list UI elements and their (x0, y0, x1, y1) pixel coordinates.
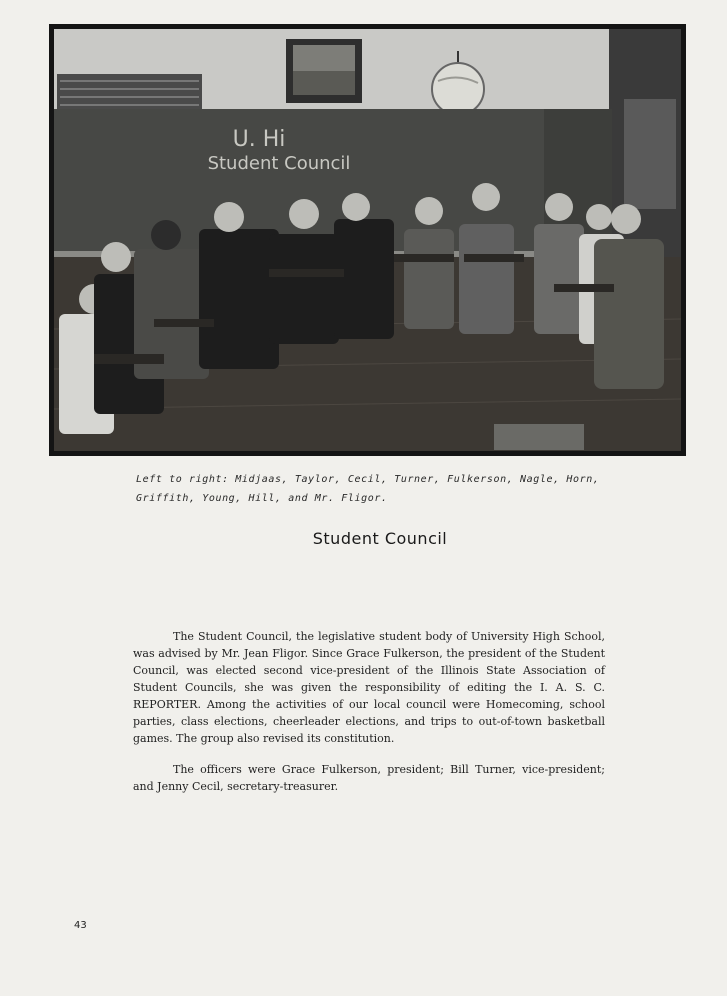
paragraph: The Student Council, the legislative student body of University High School, was advised by Mr. Jean Fligor. Since Grace Fulkerson, the president of the Student Council, was elected second vice-president of the Illinois State Association of Student Councils, she was given the responsibility of editing the I. A. S. C. REPORTER. Among the activities of our local council were Homecoming, school parties, class elections, cheerleader elections, and trips to out-of-town basketball games. The group also revised its constitution. (133, 630, 605, 745)
paragraph: The officers were Grace Fulkerson, president; Bill Turner, vice-president; and Jenny Cecil, secretary-treasurer. (133, 763, 605, 793)
photo-caption: Left to right: Midjaas, Taylor, Cecil, Turner, Fulkerson, Nagle, Horn, Griffith, Young, Hill, and Mr. Fligor. (136, 474, 600, 504)
page-number: 43 (74, 920, 87, 931)
page-title: Student Council (312, 529, 448, 548)
chalkboard-heading: U. Hi (232, 127, 286, 152)
student-council-photo (49, 24, 686, 456)
chalkboard-subheading: Student Council (207, 153, 351, 174)
article-body (133, 628, 605, 795)
